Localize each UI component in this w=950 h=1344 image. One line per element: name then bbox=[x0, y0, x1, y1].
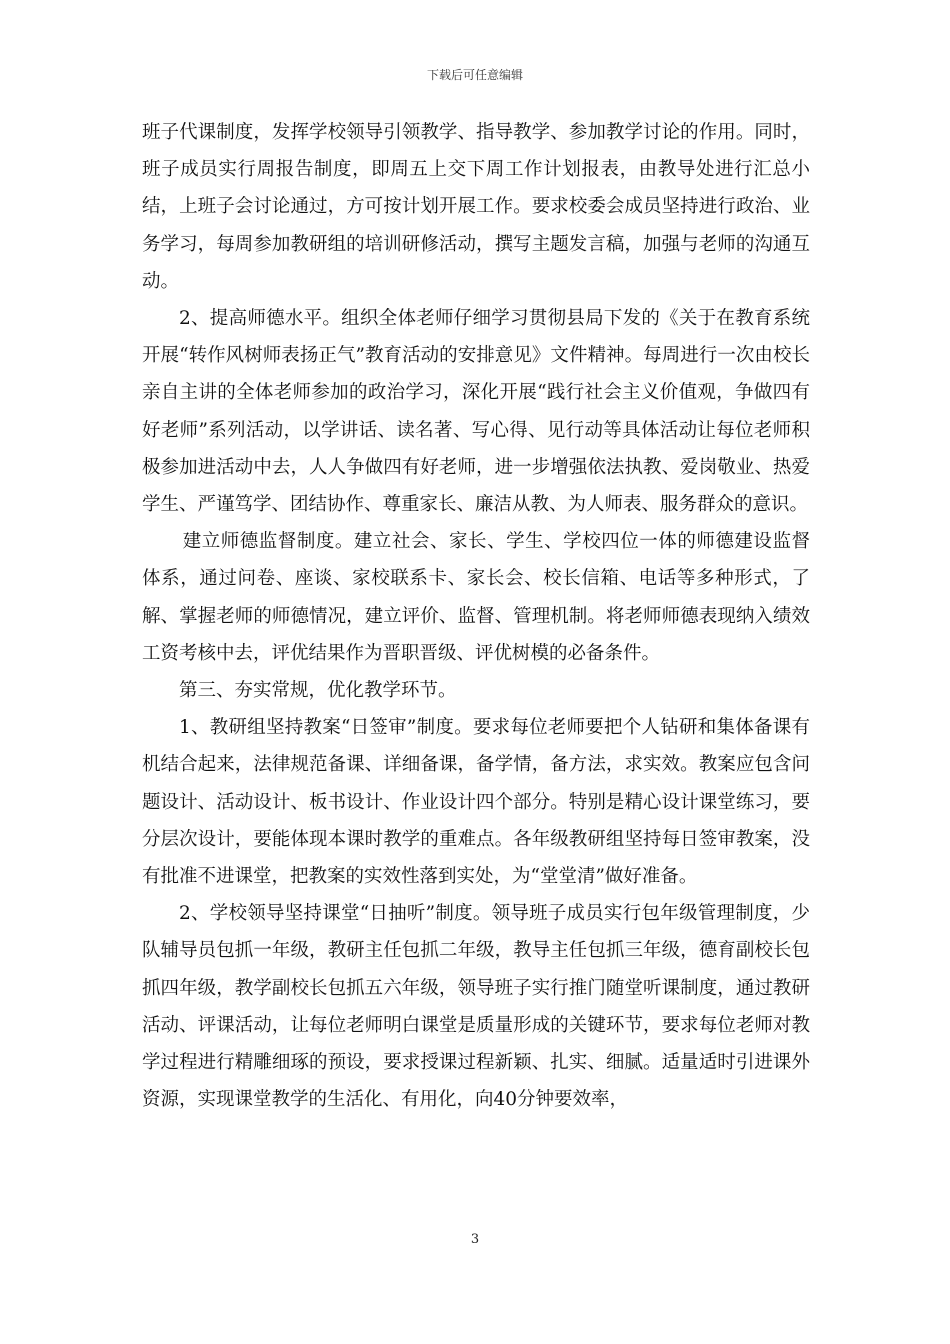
paragraph-ethics-level: 2、提高师德水平。组织全体老师仔细学习贯彻县局下发的《关于在教育系统开展“转作风树师表扬正气”教育活动的安排意见》文件精神。每周进行一次由校长亲自主讲的全体老师参加的政治学习，深化开展“践行社会主义价值观，争做四有好老师”系列活动，以学讲话、读名著、写心得、见行动等具体活动让每位老师积极参加进活动中去，人人争做四有好老师，进一步增强依法执教、爱岗敬业、热爱学生、严谨笃学、团结协作、尊重家长、廉洁从教、为人师表、服务群众的意识。 bbox=[142, 308, 810, 516]
document-body bbox=[142, 114, 810, 1118]
paragraph-class-auditing: 2、学校领导坚持课堂“日抽听”制度。领导班子成员实行包年级管理制度，少队辅导员包抓一年级，教研主任包抓二年级，教导主任包抓三年级，德育副校长包抓四年级，教学副校长包抓五六年级，领导班子实行推门随堂听课制度，通过教研活动、评课活动，让每位老师明白课堂是质量形成的关键环节，要求每位老师对教学过程进行精雕细琢的预设，要求授课过程新颖、扎实、细腻。适量适时引进课外资源，实现课堂教学的生活化、有用化，向40分钟要效率， bbox=[142, 903, 810, 1111]
paragraph-lesson-plan-review: 1、教研组坚持教案“日签审”制度。要求每位老师要把个人钻研和集体备课有机结合起来，法律规范备课、详细备课，备学情，备方法，求实效。教案应包含问题设计、活动设计、板书设计、作业设计四个部分。特别是精心设计课堂练习，要分层次设计，要能体现本课时教学的重难点。各年级教研组坚持每日签审教案，没有批准不进课堂，把教案的实效性落到实处，为“堂堂清”做好准备。 bbox=[142, 717, 810, 888]
paragraph-ethics-supervision: 建立师德监督制度。建立社会、家长、学生、学校四位一体的师德建设监督体系，通过问卷、座谈、家校联系卡、家长会、校长信箱、电话等多种形式，了解、掌握老师的师德情况，建立评价、监督、管理机制。将老师师德表现纳入绩效工资考核中去，评优结果作为晋职晋级、评优树模的必备条件。 bbox=[142, 531, 810, 664]
paragraph-leadership-duty: 班子代课制度，发挥学校领导引领教学、指导教学、参加教学讨论的作用。同时，班子成员实行周报告制度，即周五上交下周工作计划报表，由教导处进行汇总小结，上班子会讨论通过，方可按计划开展工作。要求校委会成员坚持进行政治、业务学习，每周参加教研组的培训研修活动，撰写主题发言稿，加强与老师的沟通互动。 bbox=[142, 122, 810, 292]
page-header: 下载后可任意编辑 bbox=[426, 68, 523, 82]
section-heading-third: 第三、夯实常规，优化教学环节。 bbox=[179, 680, 457, 702]
page-number: 3 bbox=[470, 1232, 480, 1247]
